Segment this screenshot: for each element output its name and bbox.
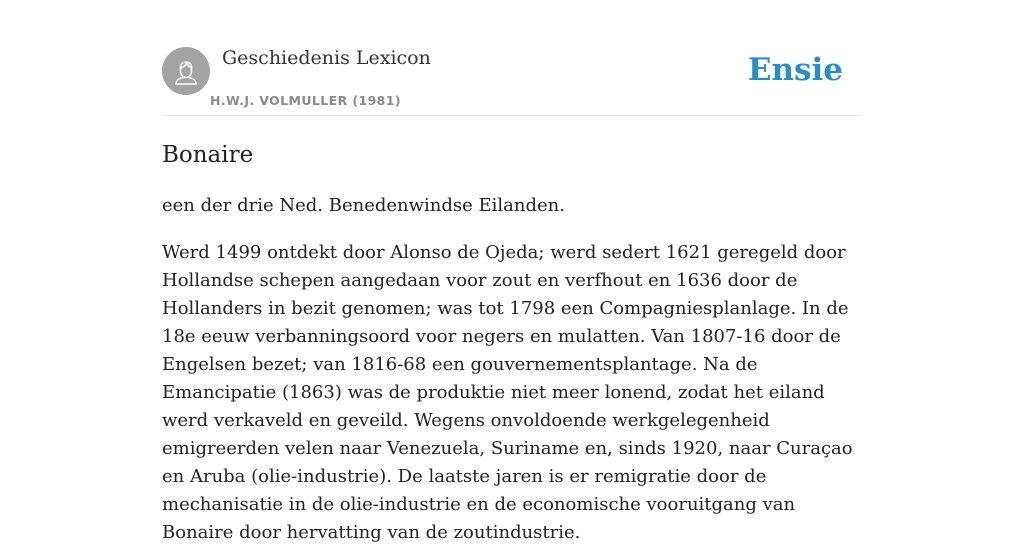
user-avatar-icon[interactable] bbox=[162, 47, 210, 95]
article-title: Bonaire bbox=[162, 142, 254, 168]
article-lead: een der drie Ned. Benedenwindse Eilanden. bbox=[162, 195, 565, 216]
page-header bbox=[162, 0, 862, 116]
article-body: Werd 1499 ontdekt door Alonso de Ojeda; werd sedert 1621 geregeld door Hollandse schepen aangedaan voor zout en verfhout en 1636 door de Hollanders in bezit genomen; was tot 1798 een Compagniesplanlage. In de 18e eeuw verbanningsoord voor negers en mulatten. Van 1807-16 door de Engelsen bezet; van 1816-68 een gouvernementsplantage. Na de Emancipatie (1863) was de produktie niet meer lonend, zodat het eiland werd verkaveld en geveild. Wegens onvoldoende werkgelegenheid emigreerden velen naar Venezuela, Suriname en, sinds 1920, naar Curaçao en Aruba (olie-industrie). De laatste jaren is er remigratie door de mechanisatie in de olie-industrie en de economische vooruitgang van Bonaire door hervatting van de zoutindustrie. bbox=[162, 242, 853, 543]
article bbox=[162, 140, 862, 547]
book-author: H.W.J. VOLMULLER (1981) bbox=[210, 93, 401, 108]
book-title-link[interactable]: Geschiedenis Lexicon bbox=[222, 47, 431, 69]
brand-logo-link[interactable]: Ensie bbox=[747, 52, 843, 88]
